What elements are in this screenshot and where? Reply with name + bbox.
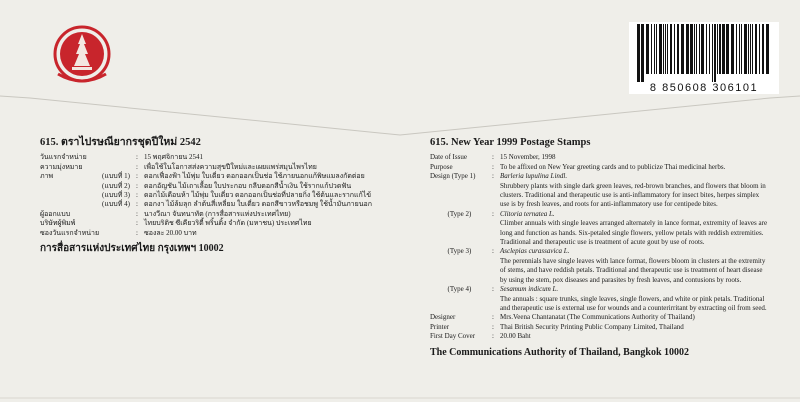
fdc-label: First Day Cover [430, 332, 476, 341]
date-label: Date of Issue [430, 153, 467, 162]
barcode-bar [646, 24, 649, 74]
thai-row-label [40, 182, 102, 191]
plant-description: Shrubbery plants with single dark green leaves, red-brown branches, and flowers that bloom in clusters. Traditional and therapeutic use is anti-inflammatory for insect bites, herpes simplex use is by fresh leaves, and roots for anti-inflammatory use for centipede bites. [500, 181, 766, 209]
plant-name: Clitoria ternatea L. [500, 209, 555, 218]
design-type-desc [430, 219, 770, 247]
design-type-desc [430, 257, 770, 285]
thai-row-value: ดอกไม้เดือนห้า ไม้พุ่ม ใบเดี่ยว ดอกออกเป็นช่อที่ปลายกิ่ง ใช้ต้นและรากแก้ไข้ [144, 191, 372, 200]
barcode-bar [731, 24, 734, 74]
designer-row: Designer : Mrs.Veena Chantanatat (The Communications Authority of Thailand) [430, 313, 770, 322]
plant-name: Barleria lupulina Lindl. [500, 172, 568, 181]
thai-row-type [102, 153, 136, 162]
thai-row-type: (แบบที่ 1) [102, 172, 130, 181]
plant-description: The perennials have single leaves with lance format, flowers bloom in clusters at the extremity of stems, and have reddish petals. Traditional and therapeutic use is treatment of heart disease by using the stem, pox diseases and parasites by fresh leaves, and contusions by roots. [500, 256, 766, 284]
barcode-bar [759, 24, 760, 74]
design-type-row: (Type 4) : Sesamum indicum L. [430, 285, 770, 294]
designer-label: Designer [430, 313, 456, 322]
barcode-bar [766, 24, 769, 74]
barcode-bar [677, 24, 679, 74]
thai-row: (แบบที่ 2) : ดอกอัญชัน ไม้เถาเลื้อย ใบประกอบ กลีบดอกสีน้ำเงิน ใช้รากแก้ปวดฟัน [40, 182, 392, 191]
design-type-row: Design (Type 1) : Barleria lupulina Lindl. [430, 172, 770, 181]
barcode-bar [722, 24, 725, 74]
thai-row: ซองวันแรกจำหน่าย : ซองละ 20.00 บาท [40, 229, 392, 238]
barcode-bar [719, 24, 721, 74]
thai-row: ผู้ออกแบบ : นางวีณา จันทนาทัต (การสื่อสารแห่งประเทศไทย) [40, 210, 392, 219]
thai-row-label [40, 191, 102, 200]
barcode-bar [744, 24, 747, 74]
thai-row-label [40, 200, 102, 209]
barcode-bar [637, 24, 640, 82]
design-type-label: (Type 2) [447, 209, 472, 218]
barcode-bar [750, 24, 751, 74]
plant-description: Climber annuals with single leaves arranged alternately in lance format, extremity of leaves are long and function as hands. Six-petaled single flowers, yellow petals with reddish extremities. Traditional and therapeutic use is treatment of acute gout by use of roots. [500, 219, 768, 247]
barcode-bar [736, 24, 737, 74]
plant-name: Asclepias curassavica L. [500, 247, 570, 256]
thai-row-value: ดอกเฟื่องฟ้า ไม้พุ่ม ใบเดี่ยว ดอกออกเป็นช่อ ใช้ภายนอกแก้พิษแมลงกัดต่อย [144, 172, 365, 181]
barcode-bar [701, 24, 704, 74]
thai-row-type [102, 163, 136, 172]
barcode-bar [709, 24, 710, 74]
thai-row: ภาพ (แบบที่ 1) : ดอกเฟื่องฟ้า ไม้พุ่ม ใบเดี่ยว ดอกออกเป็นช่อ ใช้ภายนอกแก้พิษแมลงกัดต่อย [40, 172, 392, 181]
barcode-bar [726, 24, 729, 74]
thai-row-label: ความมุ่งหมาย [40, 162, 83, 171]
design-type-label: Design (Type 1) [430, 172, 476, 181]
printer-value: Thai British Security Printing Public Company Limited, Thailand [500, 322, 684, 331]
barcode-bar [665, 24, 666, 74]
design-type-label: (Type 3) [447, 247, 472, 256]
design-type-row: (Type 3) : Asclepias curassavica L. [430, 247, 770, 256]
barcode-bar [694, 24, 695, 74]
thai-row-value: ไทยบริติช ซีเคียวริตี้ พริ้นติ้ง จำกัด (มหาชน) ประเทศไทย [144, 219, 312, 228]
english-title: 615. New Year 1999 Postage Stamps [430, 137, 591, 148]
date-row: Date of Issue : 15 November, 1998 [430, 153, 770, 162]
english-footer: The Communications Authority of Thailand, Bangkok 10002 [430, 346, 690, 358]
printer-label: Printer [430, 322, 450, 331]
barcode-bar [670, 24, 672, 74]
barcode-bar [741, 24, 742, 74]
barcode-bar [714, 24, 716, 82]
design-type-desc [430, 182, 770, 210]
thai-row-value: ดอกอัญชัน ไม้เถาเลื้อย ใบประกอบ กลีบดอกสีน้ำเงิน ใช้รากแก้ปวดฟัน [144, 181, 352, 190]
barcode-bar [656, 24, 657, 74]
fdc-value: 20.00 Baht [500, 332, 531, 341]
design-type-label: (Type 4) [447, 285, 472, 294]
thai-row-value: ดอกงา ไม้ล้มลุก ลำต้นสี่เหลี่ยม ใบเดี่ยว ดอกสีขาวหรือชมพู ใช้น้ำมันภายนอก [144, 200, 372, 209]
purpose-row: Purpose : To be affixed on New Year greeting cards and to publicize Thai medicinal herbs. [430, 163, 770, 172]
barcode-bar [667, 24, 668, 74]
printer-row: Printer : Thai British Security Printing Public Company Limited, Thailand [430, 323, 770, 332]
thai-row: บริษัทผู้พิมพ์ : ไทยบริติช ซีเคียวริตี้ พริ้นติ้ง จำกัด (มหาชน) ประเทศไทย [40, 219, 392, 228]
thai-description [40, 138, 392, 253]
barcode-bar [712, 24, 713, 82]
purpose-label: Purpose [430, 162, 453, 171]
english-description [430, 138, 770, 357]
thai-row: ความมุ่งหมาย : เพื่อใช้ในโอกาสส่งความสุขปีใหม่และเผยแพร่สมุนไพรไทย [40, 163, 392, 172]
barcode-bar [681, 24, 684, 74]
thai-row-label: ผู้ออกแบบ [40, 209, 71, 218]
barcode-bar [748, 24, 749, 74]
cat-emblem-logo [52, 24, 112, 88]
design-type-desc [430, 295, 770, 314]
fdc-row: First Day Cover : 20.00 Baht [430, 332, 770, 341]
thai-row-type [102, 219, 136, 228]
barcode-bar [641, 24, 644, 82]
barcode-bar [659, 24, 662, 74]
date-value: 15 November, 1998 [500, 153, 556, 162]
thai-row-type [102, 210, 136, 219]
plant-description: The annuals : square trunks, single leaves, single flowers, and white or pink petals. Traditional and therapeutic use is external use for wounds and a counterirritant by extracting oil from seed. [500, 294, 767, 312]
barcode-bar [739, 24, 740, 74]
thai-title: 615. ตราไปรษณียากรชุดปีใหม่ 2542 [40, 137, 201, 148]
barcode-bar [717, 24, 718, 74]
thai-footer: การสื่อสารแห่งประเทศไทย กรุงเทพฯ 10002 [40, 243, 224, 255]
thai-row: (แบบที่ 3) : ดอกไม้เดือนห้า ไม้พุ่ม ใบเดี่ยว ดอกออกเป็นช่อที่ปลายกิ่ง ใช้ต้นและรากแก้ไข้ [40, 191, 392, 200]
barcode-digits: 8 850608 306101 [629, 82, 779, 94]
barcode [629, 22, 779, 94]
designer-value: Mrs.Veena Chantanatat (The Communications Authority of Thailand) [500, 313, 695, 322]
barcode-bar [699, 24, 700, 74]
thai-row-label: บริษัทผู้พิมพ์ [40, 219, 76, 228]
thai-row: วันแรกจำหน่าย : 15 พฤศจิกายน 2541 [40, 153, 392, 162]
barcode-bar [752, 24, 753, 74]
barcode-bar [686, 24, 689, 74]
thai-row-value: ซองละ 20.00 บาท [144, 228, 197, 237]
thai-row-type: (แบบที่ 3) [102, 191, 130, 200]
barcode-bar [690, 24, 693, 74]
barcode-bar [651, 24, 652, 74]
barcode-bar [696, 24, 697, 74]
barcode-bar [674, 24, 675, 74]
thai-row: (แบบที่ 4) : ดอกงา ไม้ล้มลุก ลำต้นสี่เหลี่ยม ใบเดี่ยว ดอกสีขาวหรือชมพู ใช้น้ำมันภายนอก [40, 200, 392, 209]
thai-row-type: (แบบที่ 2) [102, 181, 130, 190]
thai-row-value: 15 พฤศจิกายน 2541 [144, 153, 203, 162]
purpose-value: To be affixed on New Year greeting cards and to publicize Thai medicinal herbs. [500, 162, 726, 171]
thai-row-type: (แบบที่ 4) [102, 200, 130, 209]
thai-row-label: ซองวันแรกจำหน่าย [40, 228, 100, 237]
design-type-row: (Type 2) : Clitoria ternatea L. [430, 210, 770, 219]
barcode-bar [663, 24, 664, 74]
thai-row-value: เพื่อใช้ในโอกาสส่งความสุขปีใหม่และเผยแพร่สมุนไพรไทย [144, 162, 317, 171]
thai-row-label: ภาพ [40, 172, 54, 181]
thai-row-label: วันแรกจำหน่าย [40, 153, 87, 162]
plant-name: Sesamum indicum L. [500, 285, 559, 294]
thai-row-type [102, 229, 136, 238]
barcode-bar [654, 24, 655, 74]
barcode-bar [755, 24, 757, 74]
barcode-bar [762, 24, 764, 74]
thai-row-value: นางวีณา จันทนาทัต (การสื่อสารแห่งประเทศไทย) [144, 209, 291, 218]
barcode-bar [706, 24, 707, 74]
